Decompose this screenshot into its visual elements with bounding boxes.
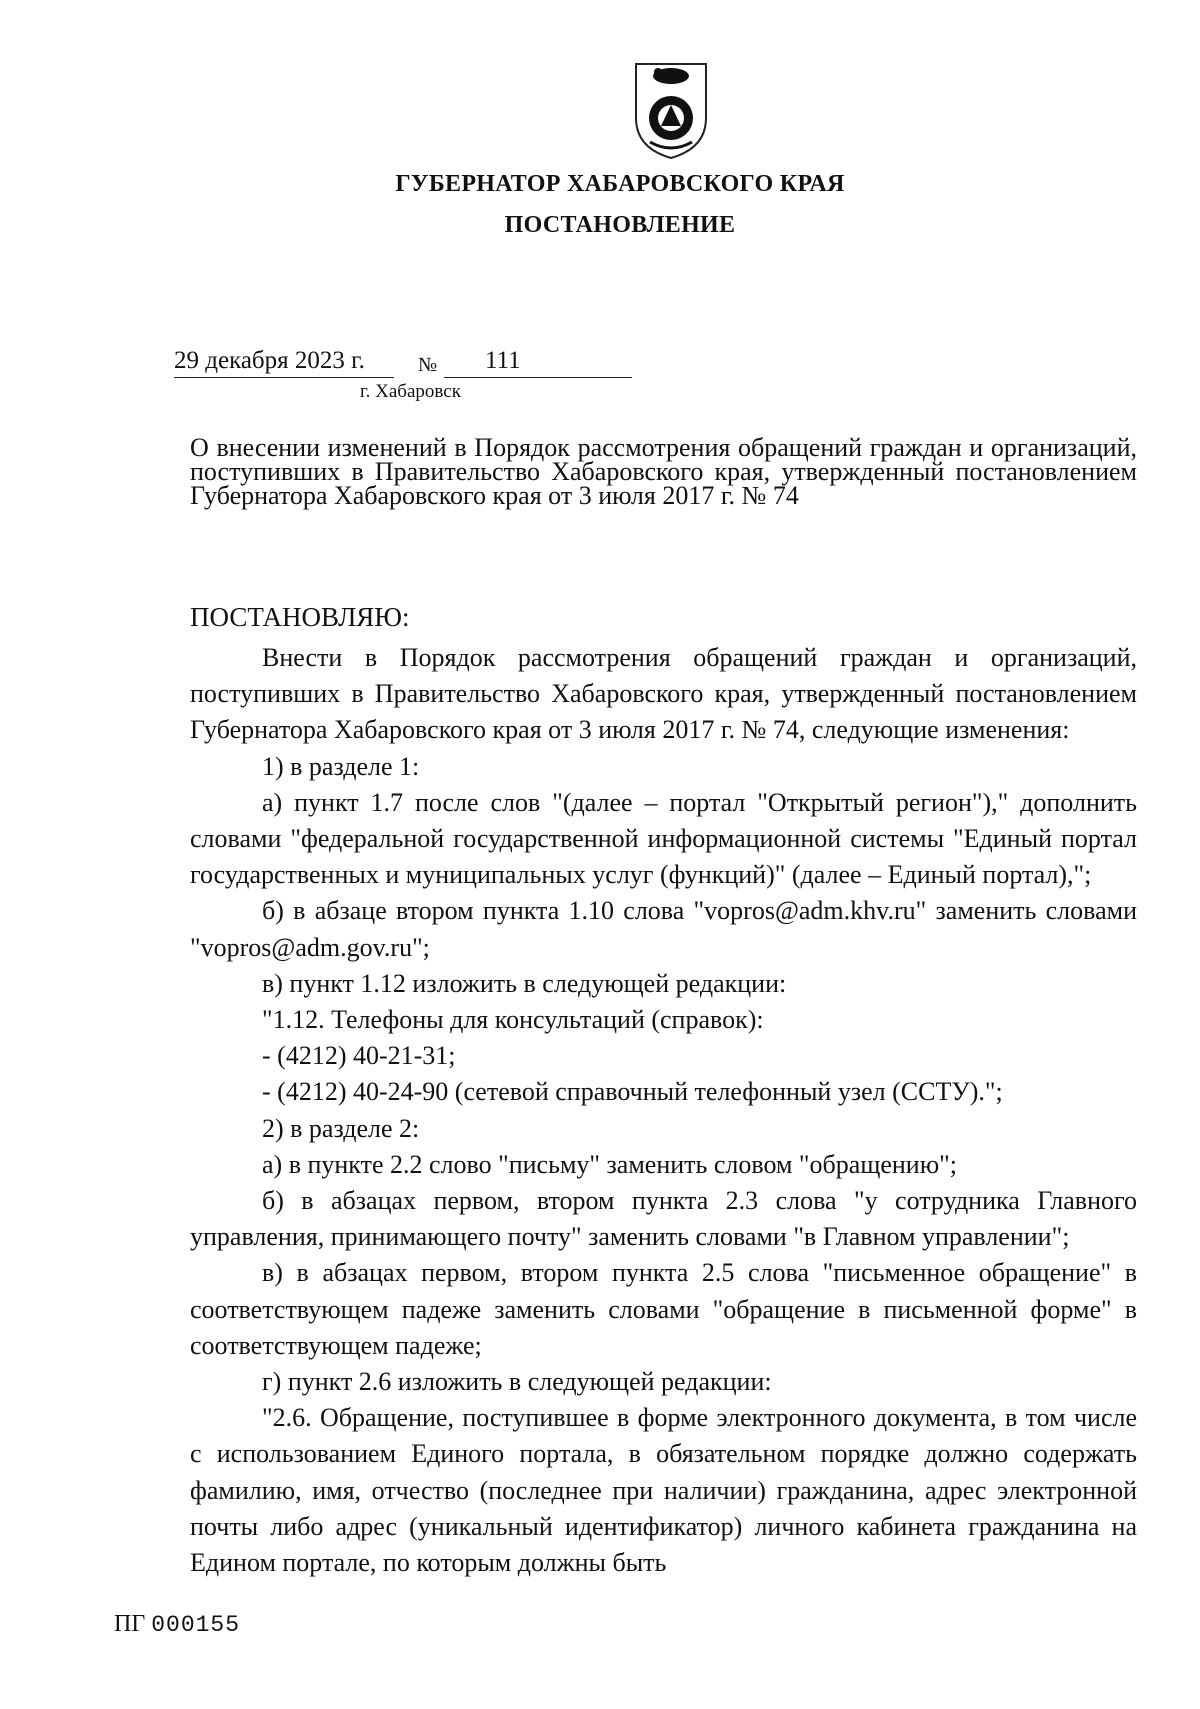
- date-underline: [174, 377, 394, 378]
- body-paragraph: - (4212) 40-21-31;: [262, 1041, 456, 1071]
- body-paragraph: а) в пункте 2.2 слово "письму" заменить словом "обращению";: [262, 1149, 957, 1179]
- document-date: 29 декабря 2023 г.: [174, 347, 365, 374]
- body-paragraph: Внести в Порядок рассмотрения обращений граждан и организаций, поступивших в Правительство Хабаровского края, утвержденный постановлением Губернатора Хабаровского края от 3 июля 2017 г. № 74, следующие изменения:: [190, 643, 1137, 745]
- resolve-word: ПОСТАНОВЛЯЮ:: [190, 602, 410, 632]
- body-paragraph: 1) в разделе 1:: [262, 751, 420, 781]
- body-paragraph: в) пункт 1.12 изложить в следующей редакции:: [262, 968, 787, 998]
- body-paragraph: б) в абзаце втором пункта 1.10 слова "vopros@adm.khv.ru" заменить словами "vopros@adm.gov.ru";: [190, 896, 1137, 962]
- form-series: ПГ: [114, 1611, 146, 1637]
- body-paragraph: б) в абзацах первом, втором пункта 2.3 слова "у сотрудника Главного управления, принимающего почту" заменить словами "в Главном управлении";: [190, 1186, 1137, 1252]
- issuer-title: ГУБЕРНАТОР ХАБАРОВСКОГО КРАЯ: [395, 171, 845, 197]
- number-underline: [444, 377, 632, 378]
- body-paragraph: в) в абзацах первом, втором пункта 2.5 слова "письменное обращение" в соответствующем падеже заменить словами "обращение в письменной форме" в соответствующем падеже;: [190, 1258, 1137, 1360]
- body-paragraph: "2.6. Обращение, поступившее в форме электронного документа, в том числе с использованием Единого портала, в обязательном порядке должно содержать фамилию, имя, отчество (последнее при наличии) гражданина, адрес электронной почты либо адрес (уникальный идентификатор) личного кабинета гражданина на Едином портале, по которым должны быть: [190, 1403, 1137, 1578]
- document-number: 111: [485, 347, 521, 374]
- body-paragraph: "1.12. Телефоны для консультаций (справок):: [262, 1005, 764, 1035]
- body-paragraph: - (4212) 40-24-90 (сетевой справочный телефонный узел (ССТУ).";: [262, 1077, 1003, 1107]
- body-paragraph: а) пункт 1.7 после слов "(далее – портал "Открытый регион")," дополнить словами "федеральной государственной информационной системы "Единый портал государственных и муниципальных услуг (функций)" (далее – Единый портал),";: [190, 787, 1137, 890]
- number-sign: №: [418, 354, 438, 376]
- document-city: г. Хабаровск: [360, 381, 461, 402]
- document-subject: О внесении изменений в Порядок рассмотрения обращений граждан и организаций, поступивших в Правительство Хабаровского края, утвержденный постановлением Губернатора Хабаровского края от 3 июля 2017 г. № 74: [190, 433, 1137, 510]
- body-paragraph: г) пункт 2.6 изложить в следующей редакции:: [262, 1367, 772, 1397]
- document-body: [190, 640, 1137, 1581]
- form-serial: [114, 1611, 240, 1638]
- body-paragraph: 2) в разделе 2:: [262, 1113, 420, 1143]
- form-code: 000155: [151, 1612, 241, 1638]
- document-type: ПОСТАНОВЛЕНИЕ: [504, 212, 736, 238]
- coat-of-arms-icon: [630, 60, 712, 160]
